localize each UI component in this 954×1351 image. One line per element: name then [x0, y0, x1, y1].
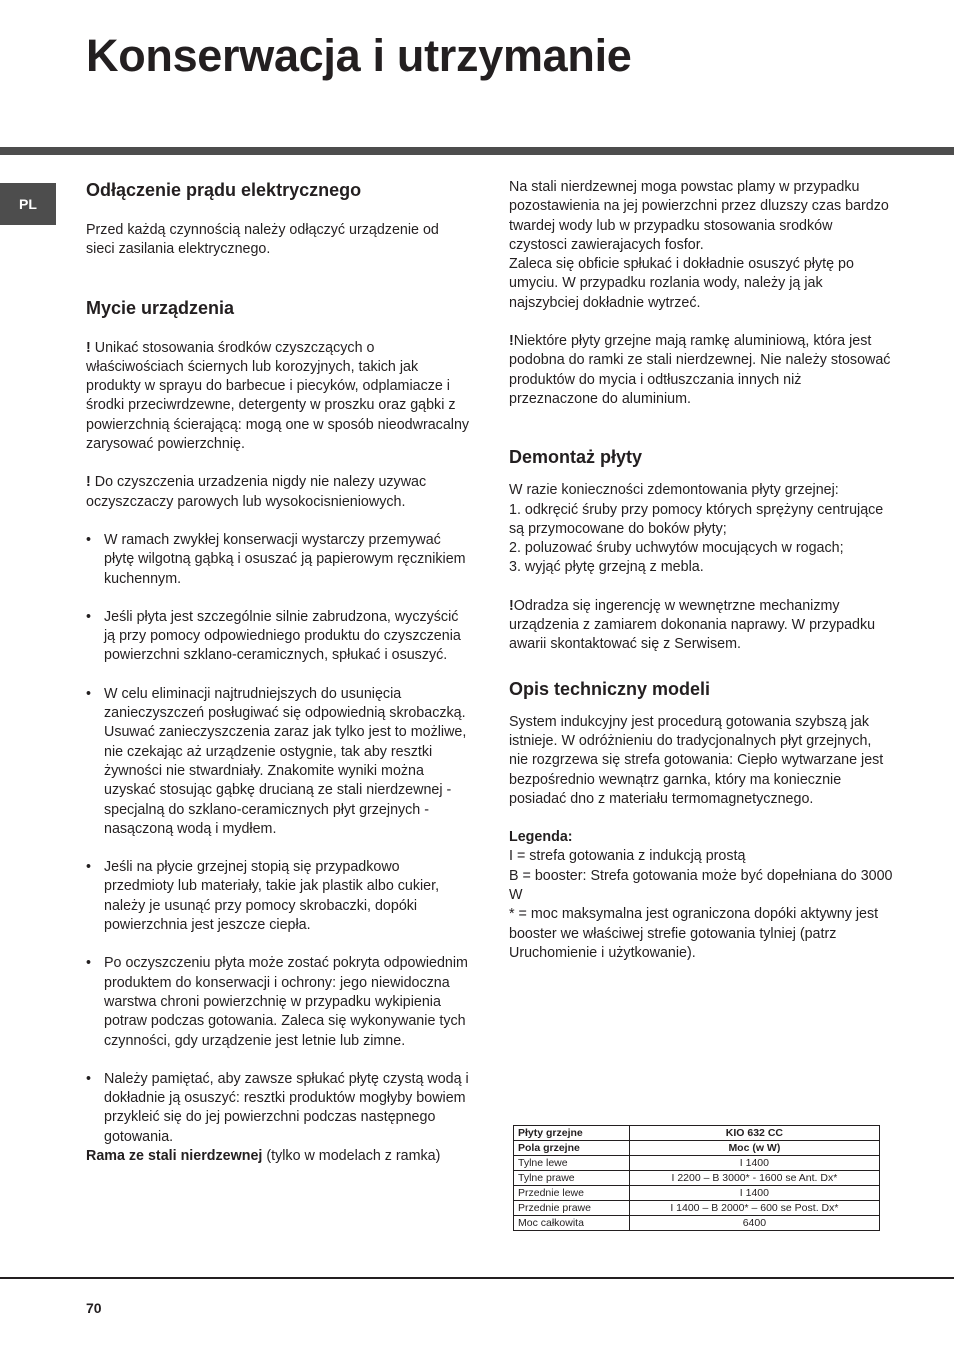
legend-label: Legenda:	[509, 829, 573, 846]
table-row	[514, 1156, 880, 1171]
table-cell: I 2200 – B 3000* - 1600 se Ant. Dx*	[629, 1171, 879, 1186]
legend-item: * = moc maksymalna jest ograniczona dopóki aktywny jest booster we właściwej strefie gotowania tylniej (patrz Uruchomienie i użytkowanie).	[509, 906, 879, 961]
section-heading-disassembly: Demontaż płyty	[509, 447, 643, 468]
list-item: • W ramach zwykłej konserwacji wystarczy przemywać płytę wilgotną gąbką i osuszać ją papierowym ręcznikiem kuchennym.	[86, 531, 471, 589]
warning-mark: !	[509, 597, 514, 614]
paragraph-rinse: Zaleca się obficie spłukać i dokładnie osuszyć płytę po umyciu. W przypadku rozlania wody, należy ją jak najszybciej dokładnie wytrzeć.	[509, 256, 854, 311]
table-row	[514, 1201, 880, 1216]
paragraph-disassembly-intro: W razie konieczności zdemontowania płyty grzejnej:	[509, 482, 839, 499]
legend-item: B = booster: Strefa gotowania może być dopełniana do 3000 W	[509, 867, 893, 904]
list-item: • Należy pamiętać, aby zawsze spłukać płytę czystą wodą i dokładnie ją osuszyć: resztki produktów mogłyby bowiem przykleić się do jej powierzchni podczas następnego gotowania.	[86, 1070, 471, 1147]
right-column	[509, 178, 894, 963]
page-title: Konserwacja i utrzymanie	[86, 30, 632, 81]
section-heading-disconnect: Odłączenie prądu elektrycznego	[86, 180, 362, 200]
header-divider	[0, 147, 954, 155]
table-cell: I 1400	[629, 1186, 879, 1201]
paragraph-stainless-frame	[86, 1147, 471, 1166]
list-item: • Po oczyszczeniu płyta może zostać pokryta odpowiednim produktem do konserwacji i ochrony: jego niewidoczna warstwa chroni powierzchnię w przypadku wykipienia potraw podczas gotowania. Zaleca się wykonywanie tych czynności, gdy urządzenie jest letnie lub zimne.	[86, 954, 471, 1050]
table-cell: Moc całkowita	[514, 1216, 630, 1231]
table-cell: 6400	[629, 1216, 879, 1231]
warning-mark: !	[509, 333, 514, 350]
left-column	[86, 178, 471, 1166]
footer-divider	[0, 1277, 954, 1279]
table-cell: I 1400 – B 2000* – 600 se Post. Dx*	[629, 1201, 879, 1216]
disassembly-step-1: 1. odkręcić śruby przy pomocy których sprężyny centrujące są przymocowane do boków płyty;	[509, 501, 884, 537]
specification-table	[513, 1125, 880, 1231]
table-row	[514, 1216, 880, 1231]
paragraph-stains: Na stali nierdzewnej moga powstac plamy w przypadku pozostawienia na jej powierzchni przez dluzszy czas bardzo twardej wody lub w przypadku stosowania srodków czystosci zawierajacych fosfor.	[509, 179, 889, 253]
warning-mark: !	[86, 339, 91, 356]
table-cell: I 1400	[629, 1156, 879, 1171]
warning-text: Odradza się ingerencję w wewnętrzne mechanizmy urządzenia z zamiarem dokonania naprawy. W przypadku awarii skontaktować się z Serwisem.	[509, 597, 876, 653]
table-cell: KIO 632 CC	[629, 1126, 879, 1141]
list-item: • Jeśli płyta jest szczególnie silnie zabrudzona, wyczyścić ją przy pomocy odpowiedniego produktu do czyszczenia powierzchni szklano-ceramicznych, spłukać i osuszyć.	[86, 608, 471, 666]
list-item: • Jeśli na płycie grzejnej stopią się przypadkowo przedmioty lub materiały, takie jak plastik albo cukier, należy je usunąć przy pomocy skrobaczki, dopóki powierzchnia jest jeszcze ciepła.	[86, 858, 471, 935]
disassembly-step-3: 3. wyjąć płytę grzejną z mebla.	[509, 559, 704, 576]
paragraph-technical: System indukcyjny jest procedurą gotowania szybszą jak istnieje. W odróżnieniu do tradycjonalnych płyt grzejnych, nie rozgrzewa się strefa gotowania: Ciepło wytwarzane jest bezpośrednio wewnątrz garnka, który ma koniecznie posiadać dno z materiału termomagnetycznego.	[509, 713, 884, 807]
table-cell: Pola grzejne	[514, 1141, 630, 1156]
legend-item: I = strefa gotowania z indukcją prostą	[509, 848, 746, 865]
table-row	[514, 1126, 880, 1141]
table-cell: Przednie lewe	[514, 1186, 630, 1201]
warning-steam	[86, 473, 471, 512]
section-heading-cleaning: Mycie urządzenia	[86, 297, 235, 318]
table-cell: Płyty grzejne	[514, 1126, 630, 1141]
warning-mark: !	[86, 474, 91, 491]
warning-text: Unikać stosowania środków czyszczących o właściwościach ściernych lub korozyjnych, takich jak produkty w sprayu do barbecue i piecyków, odplamiacze i środki przeciwrdzewne, detergenty w proszku oraz gąbki z powierzchnią ścierającą: mogą one w sposób nieodwracalny zarysować powierzchnię.	[86, 339, 470, 453]
page-number: 70	[86, 1300, 102, 1316]
table-cell: Przednie prawe	[514, 1201, 630, 1216]
paragraph-disconnect: Przed każdą czynnością należy odłączyć urządzenie od sieci zasilania elektrycznego.	[86, 222, 439, 258]
table-cell: Moc (w W)	[629, 1141, 879, 1156]
warning-repair	[509, 597, 894, 655]
language-tab: PL	[0, 183, 56, 225]
list-item: • W celu eliminacji najtrudniejszych do usunięcia zanieczyszczeń posługiwać się odpowiednią skrobaczką. Usuwać zanieczyszczenia zaraz jak tylko jest to możliwe, nie czekając aż urządzenie ostygnie, tak aby resztki żywności nie stwardniały. Znakomite wyniki można uzyskać stosując gąbkę drucianą ze stali nierdzewnej - specjalną do szklano-ceramicznych płyt grzejnych - nasączoną wodą i mydłem.	[86, 685, 471, 839]
warning-text: Niektóre płyty grzejne mają ramkę aluminiową, która jest podobna do ramki ze stali nierdzewnej. Nie należy stosować produktów do mycia i odtłuszczania innych niż przeznaczone do aluminium.	[509, 333, 891, 407]
table-cell: Tylne lewe	[514, 1156, 630, 1171]
cleaning-bullet-list	[86, 531, 471, 1147]
disassembly-step-2: 2. poluzować śruby uchwytów mocujących w rogach;	[509, 540, 844, 557]
table-row	[514, 1141, 880, 1156]
section-heading-technical: Opis techniczny modeli	[509, 678, 711, 699]
stainless-frame-note: (tylko w modelach z ramka)	[262, 1147, 441, 1164]
table-cell: Tylne prawe	[514, 1171, 630, 1186]
warning-text: Do czyszczenia urzadzenia nigdy nie nalezy uzywac oczyszczaczy parowych lub wysokocisnieniowych.	[86, 474, 427, 510]
table-row	[514, 1186, 880, 1201]
stainless-frame-label: Rama ze stali nierdzewnej	[86, 1147, 263, 1164]
legend-heading	[509, 828, 894, 847]
table-row	[514, 1171, 880, 1186]
warning-abrasive	[86, 339, 471, 455]
warning-aluminium	[509, 332, 894, 409]
